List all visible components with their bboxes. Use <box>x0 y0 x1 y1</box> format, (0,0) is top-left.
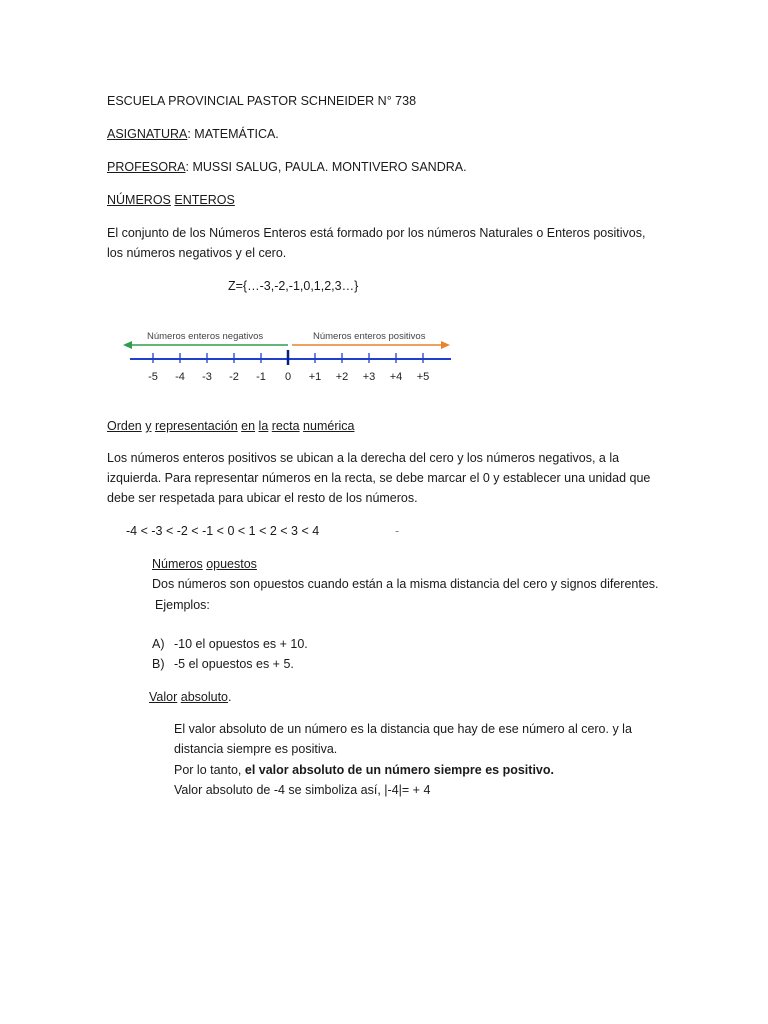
example-item <box>152 634 308 654</box>
example-item <box>152 654 294 674</box>
integer-set: Z={…-3,-2,-1,0,1,2,3…} <box>228 279 359 293</box>
absoluto-bold-statement: el valor absoluto de un número siempre es positivo. <box>244 763 554 777</box>
subject-line <box>107 124 279 144</box>
ejemplos-label: Ejemplos: <box>155 598 210 612</box>
intro-paragraph-line: El conjunto de los Números Enteros está formado por los números Naturales o Enteros positivos, <box>107 226 646 240</box>
teacher-label: PROFESORA <box>107 160 186 174</box>
title-word: Números <box>152 557 203 571</box>
absoluto-prefix: Por lo tanto, <box>174 763 245 777</box>
tick-label: +5 <box>416 371 430 383</box>
title-word: recta <box>271 419 300 433</box>
stray-mark: - <box>395 524 400 538</box>
title-word: representación <box>154 419 238 433</box>
absoluto-line <box>174 760 554 780</box>
positive-arrow-icon <box>441 341 450 349</box>
title-word: Orden <box>107 419 142 433</box>
subject-label: ASIGNATURA <box>107 127 188 141</box>
example-marker: A) <box>152 637 165 651</box>
positive-label: Números enteros positivos <box>313 331 426 342</box>
tick-label: 0 <box>284 371 292 383</box>
tick-label: +4 <box>389 371 403 383</box>
title-word: y <box>145 419 152 433</box>
title-word: Valor <box>149 690 178 704</box>
section-title-orden <box>107 416 354 436</box>
title-word: NÚMEROS <box>107 193 171 207</box>
number-line-ticks <box>148 350 429 383</box>
title-word: ENTEROS <box>174 193 235 207</box>
order-inequality: -4 < -3 < -2 < -1 < 0 < 1 < 2 < 3 < 4 <box>126 524 320 538</box>
title-end: . <box>228 690 232 704</box>
teacher-value: : MUSSI SALUG, PAULA. MONTIVERO SANDRA. <box>185 160 467 174</box>
intro-paragraph-line: los números negativos y el cero. <box>107 246 287 260</box>
example-marker: B) <box>152 657 165 671</box>
section-title-numeros-enteros <box>107 190 235 210</box>
tick-label: +2 <box>335 371 349 383</box>
title-word: la <box>258 419 269 433</box>
orden-paragraph-line: Los números enteros positivos se ubican a la derecha del cero y los números negativos, a la <box>107 451 620 465</box>
absoluto-line: distancia siempre es positiva. <box>174 742 338 756</box>
tick-label: -3 <box>202 371 212 383</box>
section-title-valor-absoluto <box>149 687 232 707</box>
tick-label: +3 <box>362 371 376 383</box>
tick-label: -1 <box>256 371 266 383</box>
absoluto-example: Valor absoluto de -4 se simboliza así, |-4|= + 4 <box>174 783 431 797</box>
school-name: ESCUELA PROVINCIAL PASTOR SCHNEIDER N° 738 <box>107 94 417 108</box>
section-title-opuestos <box>152 554 257 574</box>
tick-label: -4 <box>175 371 185 383</box>
example-text: -5 el opuestos es + 5. <box>174 657 294 671</box>
title-word: en <box>241 419 256 433</box>
teacher-line <box>107 157 467 177</box>
title-word: opuestos <box>206 557 257 571</box>
tick-label: +1 <box>308 371 322 383</box>
negative-label: Números enteros negativos <box>147 331 264 342</box>
tick-label: -2 <box>229 371 239 383</box>
negative-arrow-icon <box>123 341 132 349</box>
orden-paragraph-line: izquierda. Para representar números en la recta, se debe marcar el 0 y establecer una unidad que <box>107 471 651 485</box>
tick-label: -5 <box>148 371 158 383</box>
title-word: numérica <box>303 419 355 433</box>
subject-value: : MATEMÁTICA. <box>187 127 279 141</box>
number-line-figure <box>120 322 460 386</box>
orden-paragraph-line: debe ser respetada para ubicar el resto de los números. <box>107 491 418 505</box>
opuestos-definition: Dos números son opuestos cuando están a la misma distancia del cero y signos diferentes. <box>152 577 659 591</box>
title-word: absoluto <box>180 690 229 704</box>
absoluto-line: El valor absoluto de un número es la distancia que hay de ese número al cero. y la <box>174 722 632 736</box>
example-text: -10 el opuestos es + 10. <box>174 637 308 651</box>
